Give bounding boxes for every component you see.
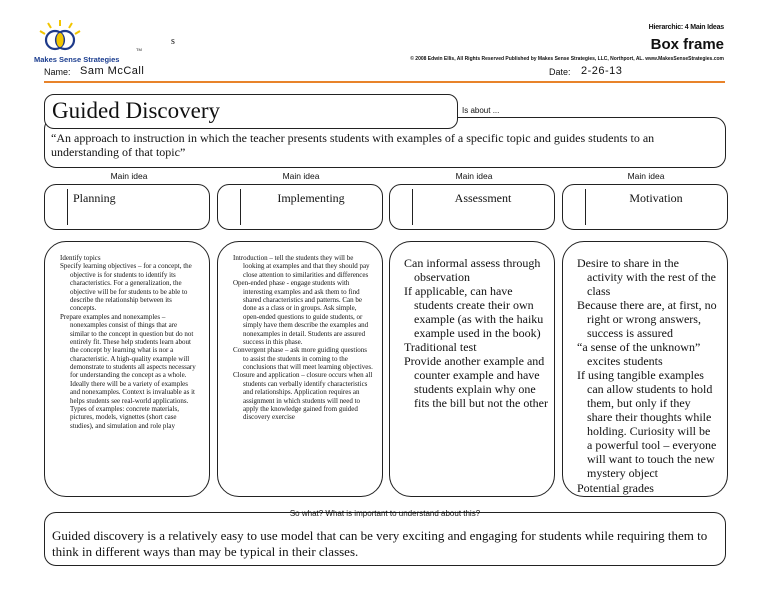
frame-title: Box frame xyxy=(650,36,724,53)
assessment-detail-2: If applicable, can have students create their own example (as with the haiku example used in the book) xyxy=(404,284,544,341)
detail-box-planning xyxy=(44,241,210,497)
main-idea-box-assessment xyxy=(389,184,555,230)
motivation-detail-4: If using tangible examples can allow students to hold them, but only if they share their thoughts while holding. Curiosity will be a powerful tool – everyone will want to touch the new mystery object xyxy=(577,368,717,481)
brand-logo xyxy=(34,18,86,56)
motivation-detail-1: Desire to share in the activity with the rest of the class xyxy=(577,256,716,299)
planning-detail-1: Identify topics xyxy=(60,254,101,262)
copyright-line: © 2008 Edwin Ellis, All Rights Reserved Published by Makes Sense Strategies, LLC, Northport, AL. www.MakesSenseStrategies.com xyxy=(410,56,724,62)
motivation-detail-2: Because there are, at first, no right or wrong answers, success is assured xyxy=(577,298,717,341)
so-what-box xyxy=(44,512,726,566)
motivation-detail-5: Potential grades xyxy=(577,480,654,495)
main-idea-label-3: Main idea xyxy=(455,171,493,181)
header-divider xyxy=(44,81,725,83)
planning-detail-3: Prepare examples and nonexamples – nonexamples consist of things that are similar to the concept in question but do not entirely fit. These help students learn about the concept by learning what is nor a characteristic. A high-quality example will demonstrate to students all aspects necessary for understanding the concept as a whole. Ideally there will be a variety of examples and nonexamples. Context is invaluable as it helps students see real-world applications. Types of examples: concrete materials, pictures, models, vignettes (short case studies), and simulation and role play xyxy=(60,312,196,430)
planning-detail-2: Specify learning objectives – for a concept, the objective is for students to identify its characteristics. For a generalization, the objective will be for students to be able to describe the relationship between its concepts. xyxy=(60,262,192,313)
main-idea-label-1: Main idea xyxy=(110,171,148,181)
topic-title: Guided Discovery xyxy=(52,98,220,123)
name-value: Sam McCall xyxy=(80,65,145,77)
assessment-detail-3: Traditional test xyxy=(404,340,477,355)
date-value: 2-26-13 xyxy=(581,65,623,77)
implementing-detail-4: Closure and application – closure occurs when all students can verbally identify characteristics and relationships. Application requires an assignment in which students will need to apply the knowledge gained from guided discovery exercise xyxy=(233,371,373,422)
main-idea-box-motivation xyxy=(562,184,728,230)
assessment-detail-1: Can informal assess through observation xyxy=(404,256,541,285)
is-about-label: Is about ... xyxy=(462,106,500,115)
trademark: TM xyxy=(136,47,142,52)
implementing-detail-2: Open-ended phase - engage students with interesting examples and ask them to find shared characteristics and patterns. Can be done as a class or in groups. Ask simple, open-ended questions to guide students, or simply have them describe the examples and nonexamples in detail. Students are assured success in this phase. xyxy=(233,279,369,346)
name-label: Name: xyxy=(44,67,71,77)
main-idea-heading-implementing: Implementing xyxy=(277,191,345,205)
main-idea-box-planning xyxy=(44,184,210,230)
date-label: Date: xyxy=(549,67,571,77)
detail-box-motivation xyxy=(562,241,728,497)
stray-mark: s xyxy=(171,36,175,47)
motivation-detail-3: “a sense of the unknown” excites students xyxy=(577,340,701,369)
implementing-detail-3: Convergent phase – ask more guiding questions to assist the students in coming to the conclusions that will meet learning objectives. xyxy=(233,346,373,372)
so-what-label: So what? What is important to understand about this? xyxy=(289,509,481,518)
main-idea-label-4: Main idea xyxy=(627,171,665,181)
so-what-text: Guided discovery is a relatively easy to use model that can be very exciting and engaging for students while requiring them to think in different ways than may be typical in their classes. xyxy=(52,528,708,560)
topic-box xyxy=(44,94,458,129)
implementing-detail-1: Introduction – tell the students they will be looking at examples and that they should pay close attention to similarities and differences xyxy=(233,254,370,279)
main-idea-heading-motivation: Motivation xyxy=(629,191,683,205)
brand-name: Makes Sense Strategies xyxy=(34,55,120,64)
main-idea-heading-assessment: Assessment xyxy=(454,191,512,205)
is-about-text: “An approach to instruction in which the teacher presents students with examples of a specific topic and guides students to an understanding of that topic” xyxy=(51,131,655,159)
main-idea-label-2: Main idea xyxy=(282,171,320,181)
assessment-detail-4: Provide another example and counter example and have students explain why one fits the bill but not the other xyxy=(404,354,548,411)
detail-box-implementing xyxy=(217,241,383,497)
main-idea-box-implementing xyxy=(217,184,383,230)
main-idea-heading-planning: Planning xyxy=(73,191,116,205)
detail-box-assessment xyxy=(389,241,555,497)
hierarchic-label: Hierarchic: 4 Main Ideas xyxy=(648,24,724,31)
